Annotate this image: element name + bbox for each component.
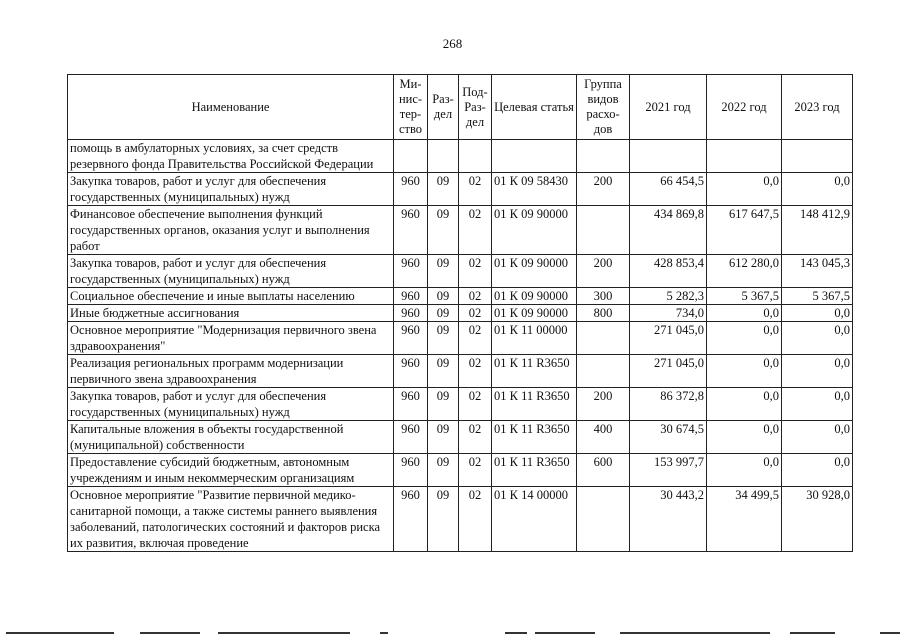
cell-name: Основное мероприятие "Модернизация первичного звена здравоохранения" xyxy=(68,322,394,355)
header-target: Целевая статья xyxy=(492,75,577,140)
cell-2021: 271 045,0 xyxy=(630,322,707,355)
cell-name: Реализация региональных программ модернизации первичного звена здравоохранения xyxy=(68,355,394,388)
bottom-rule xyxy=(535,632,595,634)
cell-2022: 5 367,5 xyxy=(707,288,782,305)
cell-subsection: 02 xyxy=(459,255,492,288)
budget-table xyxy=(67,74,853,552)
cell-group: 600 xyxy=(577,454,630,487)
cell-2021: 30 443,2 xyxy=(630,487,707,552)
cell-2021: 30 674,5 xyxy=(630,421,707,454)
cell-2021: 5 282,3 xyxy=(630,288,707,305)
table-row xyxy=(68,140,853,173)
cell-2022: 617 647,5 xyxy=(707,206,782,255)
cell-group xyxy=(577,140,630,173)
header-subsection: Под-Раз-дел xyxy=(459,75,492,140)
table-row xyxy=(68,206,853,255)
cell-section: 09 xyxy=(428,355,459,388)
cell-target: 01 К 09 90000 xyxy=(492,288,577,305)
cell-2023 xyxy=(782,140,853,173)
table-body xyxy=(68,140,853,552)
cell-name: Предоставление субсидий бюджетным, автономным учреждениям и иным некоммерческим организациям xyxy=(68,454,394,487)
cell-ministry: 960 xyxy=(394,421,428,454)
cell-2023: 0,0 xyxy=(782,421,853,454)
bottom-rule xyxy=(505,632,527,634)
bottom-rule xyxy=(6,632,114,634)
table-row xyxy=(68,421,853,454)
cell-2021: 434 869,8 xyxy=(630,206,707,255)
table-row xyxy=(68,288,853,305)
cell-ministry: 960 xyxy=(394,487,428,552)
cell-2021: 734,0 xyxy=(630,305,707,322)
cell-target: 01 К 09 90000 xyxy=(492,255,577,288)
table-row xyxy=(68,305,853,322)
cell-name: Иные бюджетные ассигнования xyxy=(68,305,394,322)
header-2022: 2022 год xyxy=(707,75,782,140)
cell-subsection: 02 xyxy=(459,322,492,355)
cell-2022: 0,0 xyxy=(707,305,782,322)
cell-subsection: 02 xyxy=(459,487,492,552)
cell-group: 300 xyxy=(577,288,630,305)
cell-target: 01 К 11 00000 xyxy=(492,322,577,355)
cell-section: 09 xyxy=(428,421,459,454)
cell-subsection: 02 xyxy=(459,305,492,322)
table-row xyxy=(68,355,853,388)
cell-section: 09 xyxy=(428,388,459,421)
cell-2023: 5 367,5 xyxy=(782,288,853,305)
cell-target xyxy=(492,140,577,173)
table-row xyxy=(68,322,853,355)
cell-target: 01 К 14 00000 xyxy=(492,487,577,552)
cell-2021: 428 853,4 xyxy=(630,255,707,288)
cell-target: 01 К 09 58430 xyxy=(492,173,577,206)
cell-name: Капитальные вложения в объекты государственной (муниципальной) собственности xyxy=(68,421,394,454)
cell-name: Социальное обеспечение и иные выплаты населению xyxy=(68,288,394,305)
table-row xyxy=(68,487,853,552)
cell-section: 09 xyxy=(428,454,459,487)
cell-2022: 0,0 xyxy=(707,421,782,454)
cell-subsection: 02 xyxy=(459,454,492,487)
cell-2023: 0,0 xyxy=(782,355,853,388)
table-row xyxy=(68,173,853,206)
cell-target: 01 К 09 90000 xyxy=(492,305,577,322)
cell-ministry xyxy=(394,140,428,173)
cell-section: 09 xyxy=(428,322,459,355)
cell-2023: 0,0 xyxy=(782,322,853,355)
cell-target: 01 К 11 R3650 xyxy=(492,355,577,388)
cell-name: Финансовое обеспечение выполнения функций государственных органов, оказания услуг и выполнения работ xyxy=(68,206,394,255)
header-2023: 2023 год xyxy=(782,75,853,140)
cell-2023: 148 412,9 xyxy=(782,206,853,255)
cell-group xyxy=(577,487,630,552)
bottom-rule xyxy=(790,632,835,634)
cell-2021 xyxy=(630,140,707,173)
table-row xyxy=(68,454,853,487)
cell-subsection: 02 xyxy=(459,355,492,388)
header-name: Наименование xyxy=(68,75,394,140)
cell-2023: 0,0 xyxy=(782,305,853,322)
cell-section: 09 xyxy=(428,288,459,305)
cell-target: 01 К 11 R3650 xyxy=(492,388,577,421)
cell-2022: 0,0 xyxy=(707,388,782,421)
cell-section: 09 xyxy=(428,487,459,552)
header-ministry: Ми-нис-тер-ство xyxy=(394,75,428,140)
cell-2022: 34 499,5 xyxy=(707,487,782,552)
cell-section: 09 xyxy=(428,305,459,322)
cell-section: 09 xyxy=(428,206,459,255)
page-number: 268 xyxy=(442,36,463,51)
cell-ministry: 960 xyxy=(394,305,428,322)
cell-2022: 0,0 xyxy=(707,173,782,206)
cell-subsection: 02 xyxy=(459,206,492,255)
header-section: Раз-дел xyxy=(428,75,459,140)
cell-subsection xyxy=(459,140,492,173)
table-row xyxy=(68,388,853,421)
cell-name: Основное мероприятие "Развитие первичной медико-санитарной помощи, а также системы раннего выявления заболеваний, патологических состояний и факторов риска их развития, включая проведение xyxy=(68,487,394,552)
cell-ministry: 960 xyxy=(394,255,428,288)
cell-group xyxy=(577,355,630,388)
cell-2023: 0,0 xyxy=(782,388,853,421)
cell-target: 01 К 11 R3650 xyxy=(492,421,577,454)
cell-section: 09 xyxy=(428,173,459,206)
cell-2023: 0,0 xyxy=(782,173,853,206)
cell-target: 01 К 11 R3650 xyxy=(492,454,577,487)
cell-group: 400 xyxy=(577,421,630,454)
cell-group: 800 xyxy=(577,305,630,322)
cell-2023: 0,0 xyxy=(782,454,853,487)
cell-name: Закупка товаров, работ и услуг для обеспечения государственных (муниципальных) нужд xyxy=(68,255,394,288)
cell-2021: 153 997,7 xyxy=(630,454,707,487)
table-header-row xyxy=(68,75,853,140)
cell-group: 200 xyxy=(577,388,630,421)
cell-2022: 0,0 xyxy=(707,355,782,388)
cell-ministry: 960 xyxy=(394,355,428,388)
bottom-rule xyxy=(380,632,388,634)
cell-subsection: 02 xyxy=(459,288,492,305)
cell-subsection: 02 xyxy=(459,173,492,206)
header-2021: 2021 год xyxy=(630,75,707,140)
cell-name: Закупка товаров, работ и услуг для обеспечения государственных (муниципальных) нужд xyxy=(68,173,394,206)
cell-name: помощь в амбулаторных условиях, за счет средств резервного фонда Правительства Российской Федерации xyxy=(68,140,394,173)
cell-group: 200 xyxy=(577,255,630,288)
cell-2022: 612 280,0 xyxy=(707,255,782,288)
cell-ministry: 960 xyxy=(394,322,428,355)
cell-ministry: 960 xyxy=(394,388,428,421)
cell-2023: 30 928,0 xyxy=(782,487,853,552)
bottom-rule xyxy=(620,632,770,634)
cell-ministry: 960 xyxy=(394,173,428,206)
cell-section: 09 xyxy=(428,255,459,288)
cell-2022 xyxy=(707,140,782,173)
cell-2022: 0,0 xyxy=(707,454,782,487)
cell-subsection: 02 xyxy=(459,421,492,454)
cell-group: 200 xyxy=(577,173,630,206)
cell-group xyxy=(577,322,630,355)
cell-section xyxy=(428,140,459,173)
cell-2021: 66 454,5 xyxy=(630,173,707,206)
cell-2022: 0,0 xyxy=(707,322,782,355)
header-group: Группа видов расхо-дов xyxy=(577,75,630,140)
cell-name: Закупка товаров, работ и услуг для обеспечения государственных (муниципальных) нужд xyxy=(68,388,394,421)
cell-ministry: 960 xyxy=(394,206,428,255)
cell-2021: 271 045,0 xyxy=(630,355,707,388)
cell-target: 01 К 09 90000 xyxy=(492,206,577,255)
bottom-rule xyxy=(880,632,900,634)
cell-subsection: 02 xyxy=(459,388,492,421)
bottom-rule xyxy=(218,632,350,634)
cell-group xyxy=(577,206,630,255)
cell-ministry: 960 xyxy=(394,288,428,305)
cell-2023: 143 045,3 xyxy=(782,255,853,288)
table-row xyxy=(68,255,853,288)
bottom-rule xyxy=(140,632,200,634)
cell-2021: 86 372,8 xyxy=(630,388,707,421)
cell-ministry: 960 xyxy=(394,454,428,487)
